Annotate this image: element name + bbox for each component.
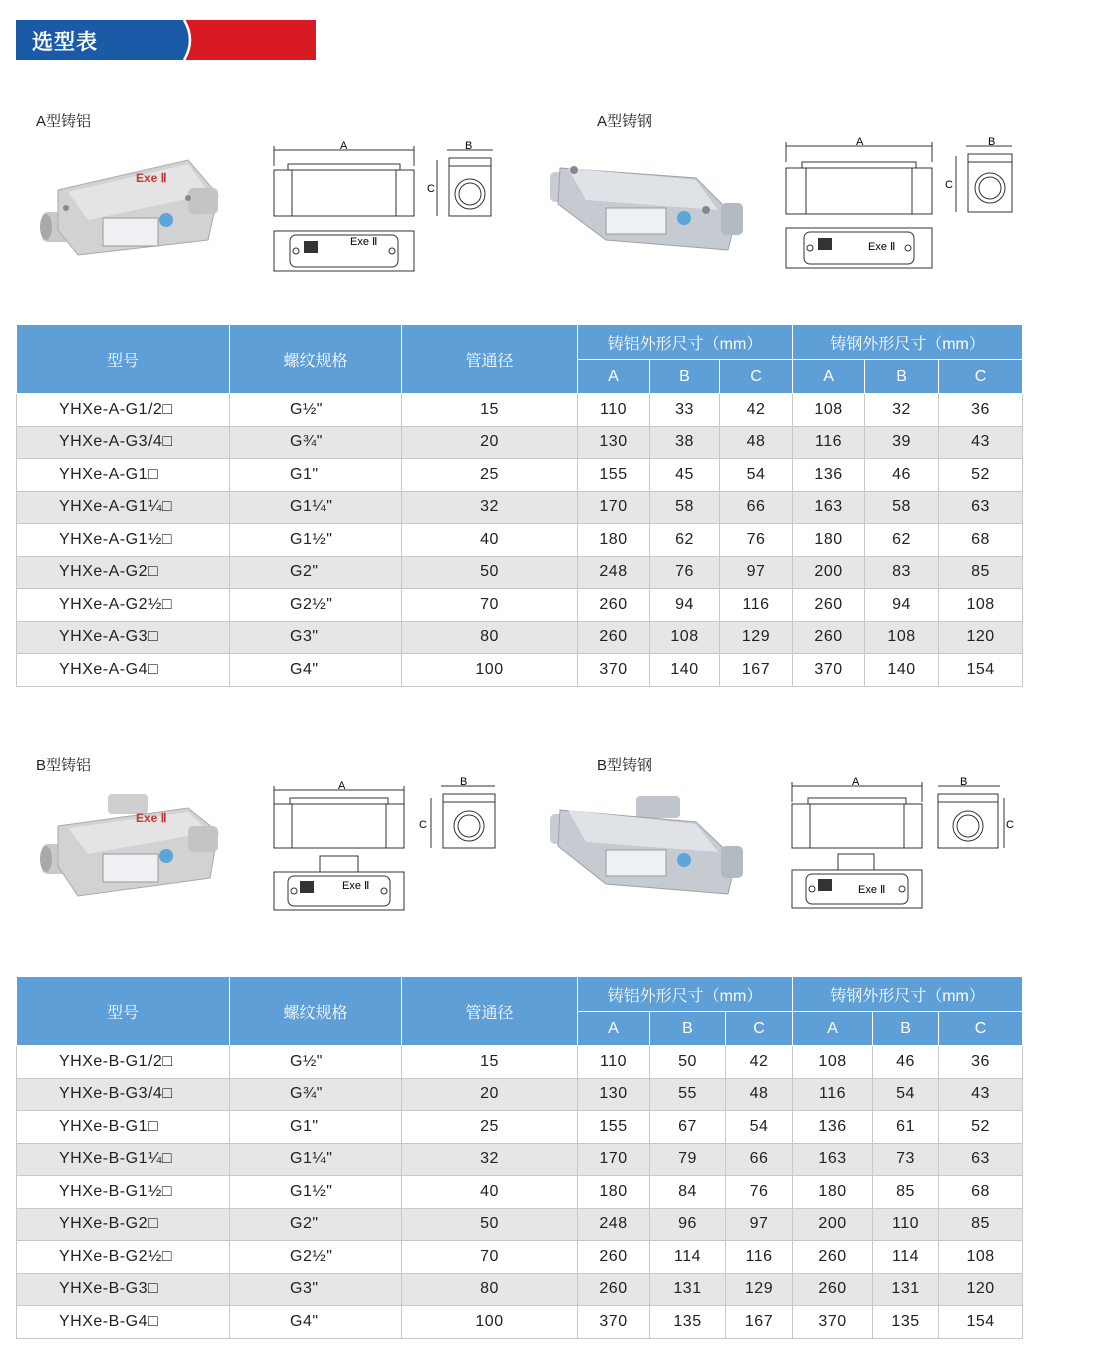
cell-steel-c: 108 [939, 589, 1023, 622]
cell-alu-c: 97 [720, 556, 793, 589]
cell-thread: G1" [230, 459, 402, 492]
cell-steel-c: 85 [939, 556, 1023, 589]
col-header-alu-dimensions: 铸铝外形尺寸（mm） [578, 977, 793, 1012]
cell-steel-a: 180 [793, 524, 865, 557]
col-header-thread: 螺纹规格 [230, 325, 402, 394]
dim-label-a: A [338, 780, 346, 792]
cell-model: YHXe-B-G3/4□ [17, 1078, 230, 1111]
cell-alu-c: 167 [726, 1306, 793, 1339]
cell-model: YHXe-B-G2□ [17, 1208, 230, 1241]
table-row [17, 1111, 1023, 1144]
table-row [17, 1273, 1023, 1306]
col-header-steel-dimensions: 铸钢外形尺寸（mm） [793, 325, 1023, 360]
cell-model: YHXe-A-G3□ [17, 621, 230, 654]
col-header-steel-b: B [865, 360, 939, 394]
dim-label-c: C [427, 183, 435, 195]
cell-steel-b: 135 [873, 1306, 939, 1339]
cell-thread: G1" [230, 1111, 402, 1144]
cell-bore: 80 [402, 621, 578, 654]
table-row [17, 491, 1023, 524]
cell-model: YHXe-B-G2½□ [17, 1241, 230, 1274]
product-photo-b-aluminum [38, 792, 228, 904]
cell-steel-c: 85 [939, 1208, 1023, 1241]
cell-alu-a: 110 [578, 1046, 650, 1079]
cell-thread: G3" [230, 621, 402, 654]
dim-label-a: A [856, 136, 864, 148]
drawing-b-aluminum-front [270, 780, 420, 914]
col-header-alu-b: B [650, 1012, 726, 1046]
cell-steel-c: 120 [939, 621, 1023, 654]
cell-steel-c: 68 [939, 1176, 1023, 1209]
photo-mark-text: Exe Ⅱ [136, 171, 167, 185]
cell-steel-c: 120 [939, 1273, 1023, 1306]
cell-alu-c: 116 [726, 1241, 793, 1274]
cell-steel-a: 163 [793, 1143, 873, 1176]
cell-alu-b: 45 [650, 459, 720, 492]
cell-bore: 20 [402, 426, 578, 459]
cell-thread: G¾" [230, 1078, 402, 1111]
cell-thread: G4" [230, 654, 402, 687]
cell-alu-a: 130 [578, 1078, 650, 1111]
dim-label-a: A [340, 140, 348, 152]
table-row [17, 524, 1023, 557]
col-header-alu-a: A [578, 1012, 650, 1046]
product-photo-a-aluminum [38, 150, 228, 260]
col-header-alu-c: C [720, 360, 793, 394]
cell-steel-a: 163 [793, 491, 865, 524]
cell-alu-a: 180 [578, 1176, 650, 1209]
cell-thread: G½" [230, 394, 402, 427]
table-row [17, 1078, 1023, 1111]
cell-steel-b: 83 [865, 556, 939, 589]
cell-alu-c: 48 [726, 1078, 793, 1111]
cell-alu-a: 110 [578, 394, 650, 427]
cell-bore: 80 [402, 1273, 578, 1306]
cell-alu-b: 96 [650, 1208, 726, 1241]
cell-model: YHXe-B-G1¼□ [17, 1143, 230, 1176]
cell-thread: G4" [230, 1306, 402, 1339]
cell-steel-b: 114 [873, 1241, 939, 1274]
drawing-a-steel-front [782, 136, 937, 274]
col-header-alu-b: B [650, 360, 720, 394]
cell-steel-b: 61 [873, 1111, 939, 1144]
nameplate-text: Exe Ⅱ [858, 884, 886, 896]
cell-thread: G2½" [230, 1241, 402, 1274]
cell-steel-a: 116 [793, 1078, 873, 1111]
cell-alu-c: 129 [720, 621, 793, 654]
col-header-model: 型号 [17, 977, 230, 1046]
cell-alu-c: 76 [720, 524, 793, 557]
cell-alu-b: 114 [650, 1241, 726, 1274]
col-header-steel-b: B [873, 1012, 939, 1046]
cell-steel-b: 94 [865, 589, 939, 622]
col-header-alu-a: A [578, 360, 650, 394]
cell-steel-a: 108 [793, 1046, 873, 1079]
cell-model: YHXe-B-G1□ [17, 1111, 230, 1144]
cell-alu-a: 260 [578, 1241, 650, 1274]
table-row [17, 394, 1023, 427]
table-row [17, 1208, 1023, 1241]
col-header-steel-a: A [793, 1012, 873, 1046]
cell-bore: 50 [402, 556, 578, 589]
dim-label-c: C [945, 179, 953, 191]
table-row [17, 1143, 1023, 1176]
table-row [17, 459, 1023, 492]
table-row [17, 621, 1023, 654]
cell-steel-c: 52 [939, 1111, 1023, 1144]
cell-steel-b: 110 [873, 1208, 939, 1241]
cell-alu-a: 260 [578, 589, 650, 622]
cell-steel-a: 370 [793, 654, 865, 687]
cell-alu-a: 155 [578, 1111, 650, 1144]
dim-label-b: B [460, 776, 468, 788]
cell-alu-b: 84 [650, 1176, 726, 1209]
label-a-steel: A型铸钢 [597, 113, 653, 130]
cell-steel-b: 46 [873, 1046, 939, 1079]
cell-model: YHXe-A-G2½□ [17, 589, 230, 622]
cell-bore: 100 [402, 1306, 578, 1339]
drawing-b-steel-front [788, 776, 928, 914]
cell-alu-a: 370 [578, 1306, 650, 1339]
cell-steel-b: 140 [865, 654, 939, 687]
cell-alu-b: 33 [650, 394, 720, 427]
cell-steel-c: 43 [939, 1078, 1023, 1111]
cell-bore: 70 [402, 589, 578, 622]
col-header-steel-a: A [793, 360, 865, 394]
col-header-steel-dimensions: 铸钢外形尺寸（mm） [793, 977, 1023, 1012]
cell-model: YHXe-A-G1½□ [17, 524, 230, 557]
cell-thread: G½" [230, 1046, 402, 1079]
cell-alu-c: 42 [720, 394, 793, 427]
cell-bore: 32 [402, 491, 578, 524]
cell-steel-c: 108 [939, 1241, 1023, 1274]
drawing-a-steel-side [942, 136, 1020, 216]
cell-steel-a: 260 [793, 1273, 873, 1306]
product-photo-b-steel [546, 794, 746, 908]
cell-steel-c: 36 [939, 1046, 1023, 1079]
cell-model: YHXe-A-G3/4□ [17, 426, 230, 459]
cell-model: YHXe-B-G4□ [17, 1306, 230, 1339]
product-photo-a-steel [546, 148, 746, 260]
label-b-steel: B型铸钢 [597, 757, 653, 774]
cell-thread: G¾" [230, 426, 402, 459]
cell-alu-b: 108 [650, 621, 720, 654]
cell-alu-b: 55 [650, 1078, 726, 1111]
cell-steel-a: 260 [793, 589, 865, 622]
dim-label-b: B [988, 136, 996, 148]
cell-steel-a: 260 [793, 1241, 873, 1274]
cell-steel-b: 62 [865, 524, 939, 557]
cell-alu-c: 54 [720, 459, 793, 492]
cell-model: YHXe-A-G2□ [17, 556, 230, 589]
cell-thread: G1¼" [230, 1143, 402, 1176]
drawing-b-aluminum-side [415, 776, 500, 856]
col-header-bore: 管通径 [402, 977, 578, 1046]
spec-table-a [16, 324, 1023, 687]
spec-table-b [16, 976, 1023, 1339]
cell-alu-c: 167 [720, 654, 793, 687]
cell-steel-a: 180 [793, 1176, 873, 1209]
cell-bore: 15 [402, 394, 578, 427]
cell-steel-a: 136 [793, 459, 865, 492]
cell-thread: G2½" [230, 589, 402, 622]
cell-alu-b: 76 [650, 556, 720, 589]
col-header-steel-c: C [939, 360, 1023, 394]
cell-bore: 40 [402, 1176, 578, 1209]
col-header-steel-c: C [939, 1012, 1023, 1046]
cell-alu-a: 170 [578, 1143, 650, 1176]
cell-alu-c: 66 [720, 491, 793, 524]
cell-steel-b: 54 [873, 1078, 939, 1111]
cell-steel-b: 58 [865, 491, 939, 524]
dim-label-b: B [960, 776, 968, 788]
table-row [17, 1241, 1023, 1274]
col-header-alu-dimensions: 铸铝外形尺寸（mm） [578, 325, 793, 360]
cell-alu-c: 42 [726, 1046, 793, 1079]
cell-bore: 25 [402, 1111, 578, 1144]
cell-alu-b: 62 [650, 524, 720, 557]
cell-model: YHXe-B-G1/2□ [17, 1046, 230, 1079]
cell-alu-b: 140 [650, 654, 720, 687]
cell-alu-c: 54 [726, 1111, 793, 1144]
cell-alu-a: 260 [578, 1273, 650, 1306]
cell-alu-b: 50 [650, 1046, 726, 1079]
cell-steel-c: 63 [939, 491, 1023, 524]
table-row [17, 1046, 1023, 1079]
cell-thread: G3" [230, 1273, 402, 1306]
cell-alu-a: 130 [578, 426, 650, 459]
dim-label-b: B [465, 140, 473, 152]
cell-steel-b: 39 [865, 426, 939, 459]
cell-thread: G1¼" [230, 491, 402, 524]
cell-steel-a: 370 [793, 1306, 873, 1339]
cell-thread: G2" [230, 556, 402, 589]
cell-thread: G1½" [230, 524, 402, 557]
cell-alu-a: 155 [578, 459, 650, 492]
photo-mark-text: Exe Ⅱ [136, 811, 167, 825]
cell-alu-b: 58 [650, 491, 720, 524]
cell-steel-b: 85 [873, 1176, 939, 1209]
cell-steel-b: 108 [865, 621, 939, 654]
drawing-b-steel-side [934, 776, 1014, 856]
cell-thread: G2" [230, 1208, 402, 1241]
drawing-a-aluminum-front [270, 140, 420, 275]
table-row [17, 426, 1023, 459]
label-b-aluminum: B型铸铝 [36, 757, 92, 774]
nameplate-text: Exe Ⅱ [350, 236, 378, 248]
cell-alu-c: 129 [726, 1273, 793, 1306]
cell-steel-a: 116 [793, 426, 865, 459]
cell-alu-b: 38 [650, 426, 720, 459]
cell-alu-c: 97 [726, 1208, 793, 1241]
cell-model: YHXe-B-G1½□ [17, 1176, 230, 1209]
cell-steel-b: 73 [873, 1143, 939, 1176]
cell-model: YHXe-A-G1¼□ [17, 491, 230, 524]
dim-label-a: A [852, 776, 860, 788]
cell-alu-c: 48 [720, 426, 793, 459]
cell-alu-c: 66 [726, 1143, 793, 1176]
page-title: 选型表 [32, 31, 98, 54]
cell-bore: 50 [402, 1208, 578, 1241]
cell-alu-c: 76 [726, 1176, 793, 1209]
nameplate-text: Exe Ⅱ [342, 880, 370, 892]
table-a-body [17, 394, 1023, 687]
table-b-body [17, 1046, 1023, 1339]
nameplate-text: Exe Ⅱ [868, 241, 896, 253]
table-row [17, 589, 1023, 622]
col-header-bore: 管通径 [402, 325, 578, 394]
cell-model: YHXe-A-G1□ [17, 459, 230, 492]
cell-bore: 32 [402, 1143, 578, 1176]
cell-alu-b: 131 [650, 1273, 726, 1306]
table-row [17, 654, 1023, 687]
cell-bore: 25 [402, 459, 578, 492]
cell-steel-b: 46 [865, 459, 939, 492]
cell-alu-a: 248 [578, 556, 650, 589]
cell-alu-b: 79 [650, 1143, 726, 1176]
cell-bore: 100 [402, 654, 578, 687]
col-header-alu-c: C [726, 1012, 793, 1046]
cell-alu-a: 170 [578, 491, 650, 524]
cell-steel-b: 131 [873, 1273, 939, 1306]
section-header [16, 20, 316, 60]
col-header-thread: 螺纹规格 [230, 977, 402, 1046]
cell-bore: 40 [402, 524, 578, 557]
cell-steel-c: 154 [939, 1306, 1023, 1339]
dim-label-c: C [419, 819, 427, 831]
cell-steel-b: 32 [865, 394, 939, 427]
cell-steel-c: 43 [939, 426, 1023, 459]
cell-bore: 20 [402, 1078, 578, 1111]
cell-steel-a: 200 [793, 1208, 873, 1241]
cell-steel-c: 154 [939, 654, 1023, 687]
cell-thread: G1½" [230, 1176, 402, 1209]
cell-steel-a: 136 [793, 1111, 873, 1144]
header-divider-curve [166, 20, 202, 60]
cell-alu-b: 135 [650, 1306, 726, 1339]
cell-alu-a: 370 [578, 654, 650, 687]
label-a-aluminum: A型铸铝 [36, 113, 92, 130]
cell-model: YHXe-B-G3□ [17, 1273, 230, 1306]
cell-alu-a: 248 [578, 1208, 650, 1241]
cell-alu-c: 116 [720, 589, 793, 622]
cell-steel-c: 68 [939, 524, 1023, 557]
cell-steel-a: 108 [793, 394, 865, 427]
table-row [17, 1176, 1023, 1209]
cell-alu-a: 180 [578, 524, 650, 557]
cell-model: YHXe-A-G4□ [17, 654, 230, 687]
dim-label-c: C [1006, 819, 1014, 831]
cell-bore: 70 [402, 1241, 578, 1274]
col-header-model: 型号 [17, 325, 230, 394]
cell-steel-c: 36 [939, 394, 1023, 427]
cell-steel-c: 63 [939, 1143, 1023, 1176]
drawing-a-aluminum-side [425, 140, 500, 225]
table-row [17, 556, 1023, 589]
cell-steel-a: 200 [793, 556, 865, 589]
cell-alu-b: 94 [650, 589, 720, 622]
cell-steel-a: 260 [793, 621, 865, 654]
cell-model: YHXe-A-G1/2□ [17, 394, 230, 427]
table-row [17, 1306, 1023, 1339]
cell-alu-b: 67 [650, 1111, 726, 1144]
cell-steel-c: 52 [939, 459, 1023, 492]
cell-bore: 15 [402, 1046, 578, 1079]
cell-alu-a: 260 [578, 621, 650, 654]
header-red-band [184, 20, 316, 60]
